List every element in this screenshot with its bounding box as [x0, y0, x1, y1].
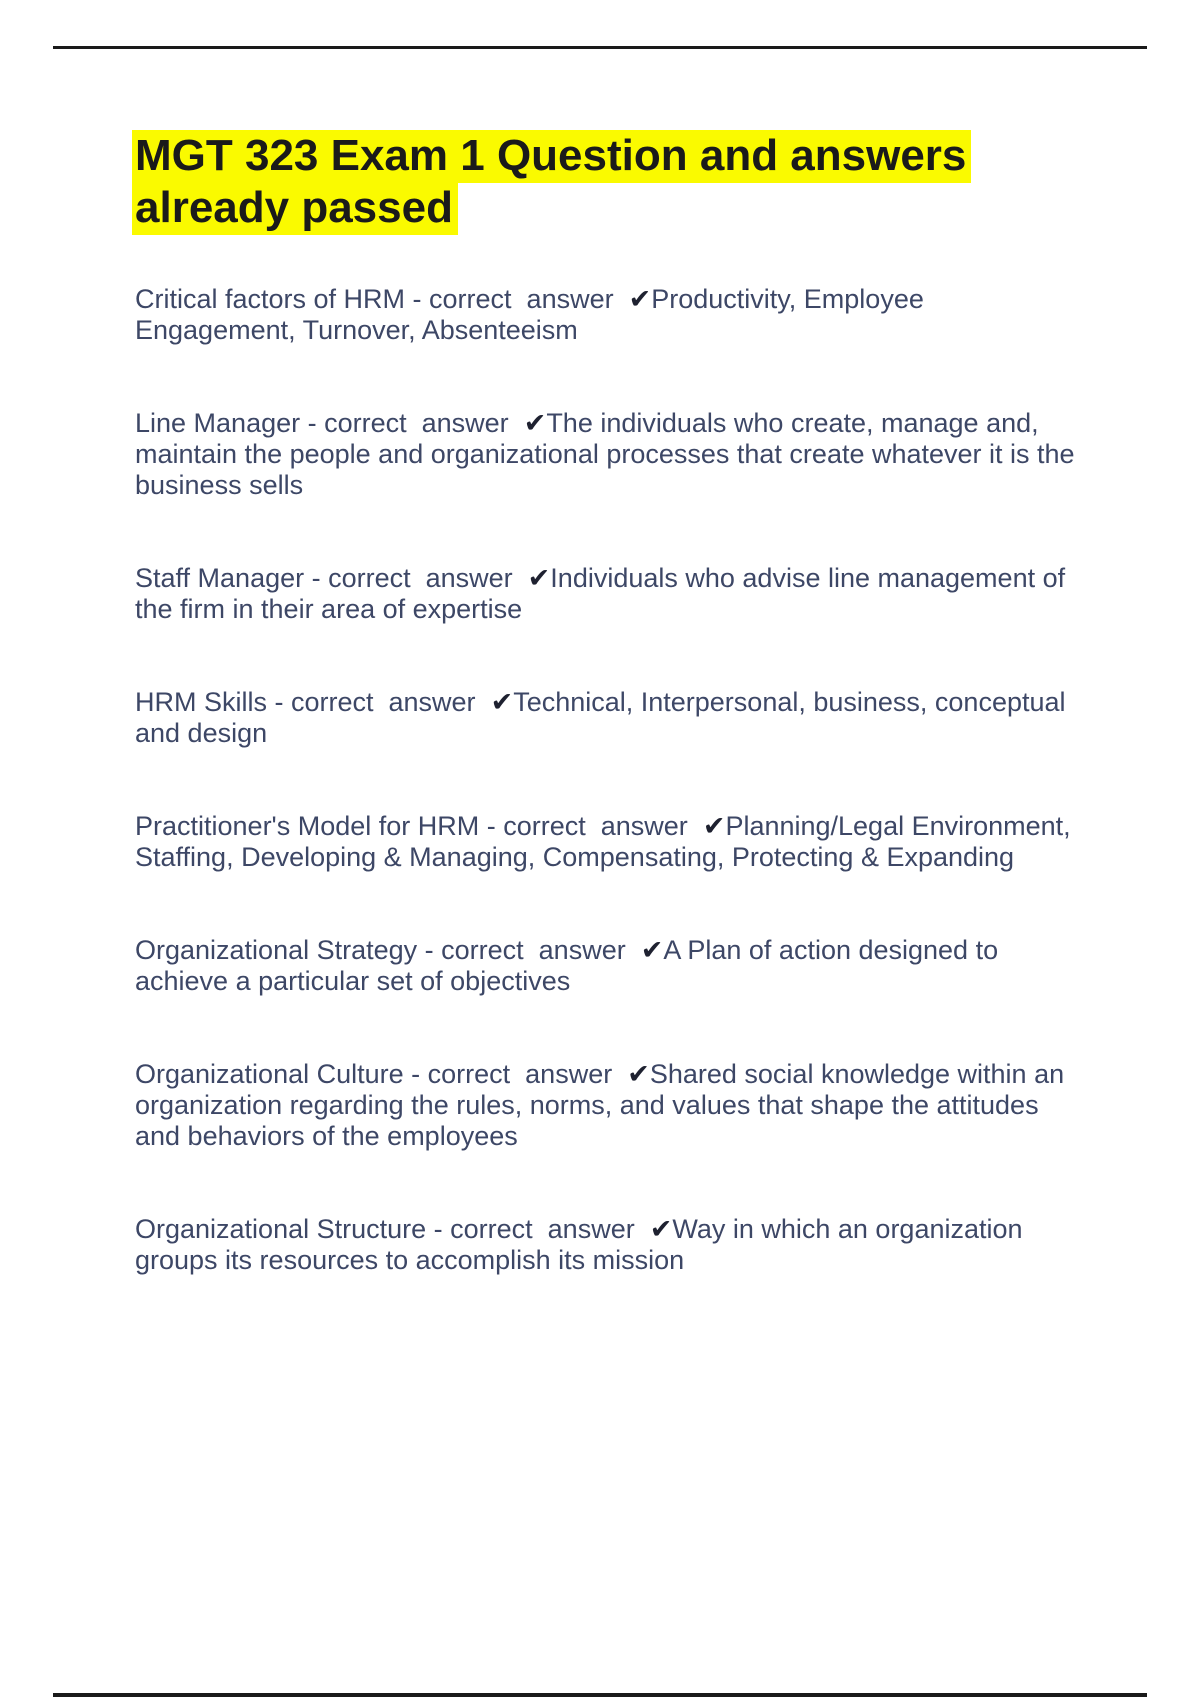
checkmark-icon: ✔ — [527, 563, 551, 594]
answer-text: Productivity, Employee Engagement, Turnover, Absenteeism — [135, 284, 932, 345]
checkmark-icon: ✔ — [627, 1059, 650, 1090]
question-text: Staff Manager — [135, 563, 305, 593]
answer-text: Planning/Legal Environment, Staffing, Developing & Managing, Compensating, Protecting & Expanding — [135, 811, 1079, 872]
connector-text: - correct answer — [304, 563, 528, 593]
qa-item — [135, 1214, 1083, 1276]
answer-text: The individuals who create, manage and, maintain the people and organizational processes that create whatever it is the business sells — [135, 408, 1083, 500]
checkmark-icon: ✔ — [640, 935, 664, 966]
answer-text: Shared social knowledge within an organization regarding the rules, norms, and values that shape the attitudes and behaviors of the employees — [135, 1059, 1072, 1151]
question-text: Organizational Strategy — [135, 935, 418, 965]
connector-text: - correct answer — [479, 811, 703, 841]
qa-item — [135, 284, 1083, 346]
answer-text: Individuals who advise line management of the firm in their area of expertise — [135, 563, 1073, 624]
bottom-horizontal-rule — [53, 1693, 1147, 1697]
qa-item — [135, 935, 1083, 997]
qa-item — [135, 1059, 1083, 1152]
checkmark-icon: ✔ — [702, 811, 726, 842]
checkmark-icon: ✔ — [649, 1214, 673, 1245]
connector-text: - correct answer — [405, 284, 629, 314]
qa-item — [135, 687, 1083, 749]
connector-text: - correct answer — [267, 687, 491, 717]
question-text: HRM Skills — [135, 687, 267, 717]
connector-text: - correct answer — [403, 1059, 628, 1089]
answer-text: Technical, Interpersonal, business, conceptual and design — [135, 687, 1074, 748]
qa-item — [135, 408, 1083, 501]
answer-text: Way in which an organization groups its resources to accomplish its mission — [135, 1214, 1031, 1275]
question-text: Practitioner's Model for HRM — [135, 811, 480, 841]
answer-text: A Plan of action designed to achieve a particular set of objectives — [135, 935, 1006, 996]
checkmark-icon: ✔ — [523, 408, 547, 439]
question-text: Organizational Culture — [135, 1059, 404, 1089]
checkmark-icon: ✔ — [490, 687, 514, 718]
question-text: Critical factors of HRM — [135, 284, 406, 314]
connector-text: - correct answer — [426, 1214, 650, 1244]
question-text: Organizational Structure — [135, 1214, 427, 1244]
highlighted-title-text: MGT 323 Exam 1 Question and answers already passed — [132, 130, 971, 235]
qa-item — [135, 811, 1083, 873]
question-text: Line Manager — [135, 408, 301, 438]
checkmark-icon: ✔ — [628, 284, 652, 315]
document-body — [135, 0, 1083, 1338]
connector-text: - correct answer — [300, 408, 524, 438]
qa-item — [135, 563, 1083, 625]
page-title — [135, 130, 1083, 234]
connector-text: - correct answer — [417, 935, 641, 965]
